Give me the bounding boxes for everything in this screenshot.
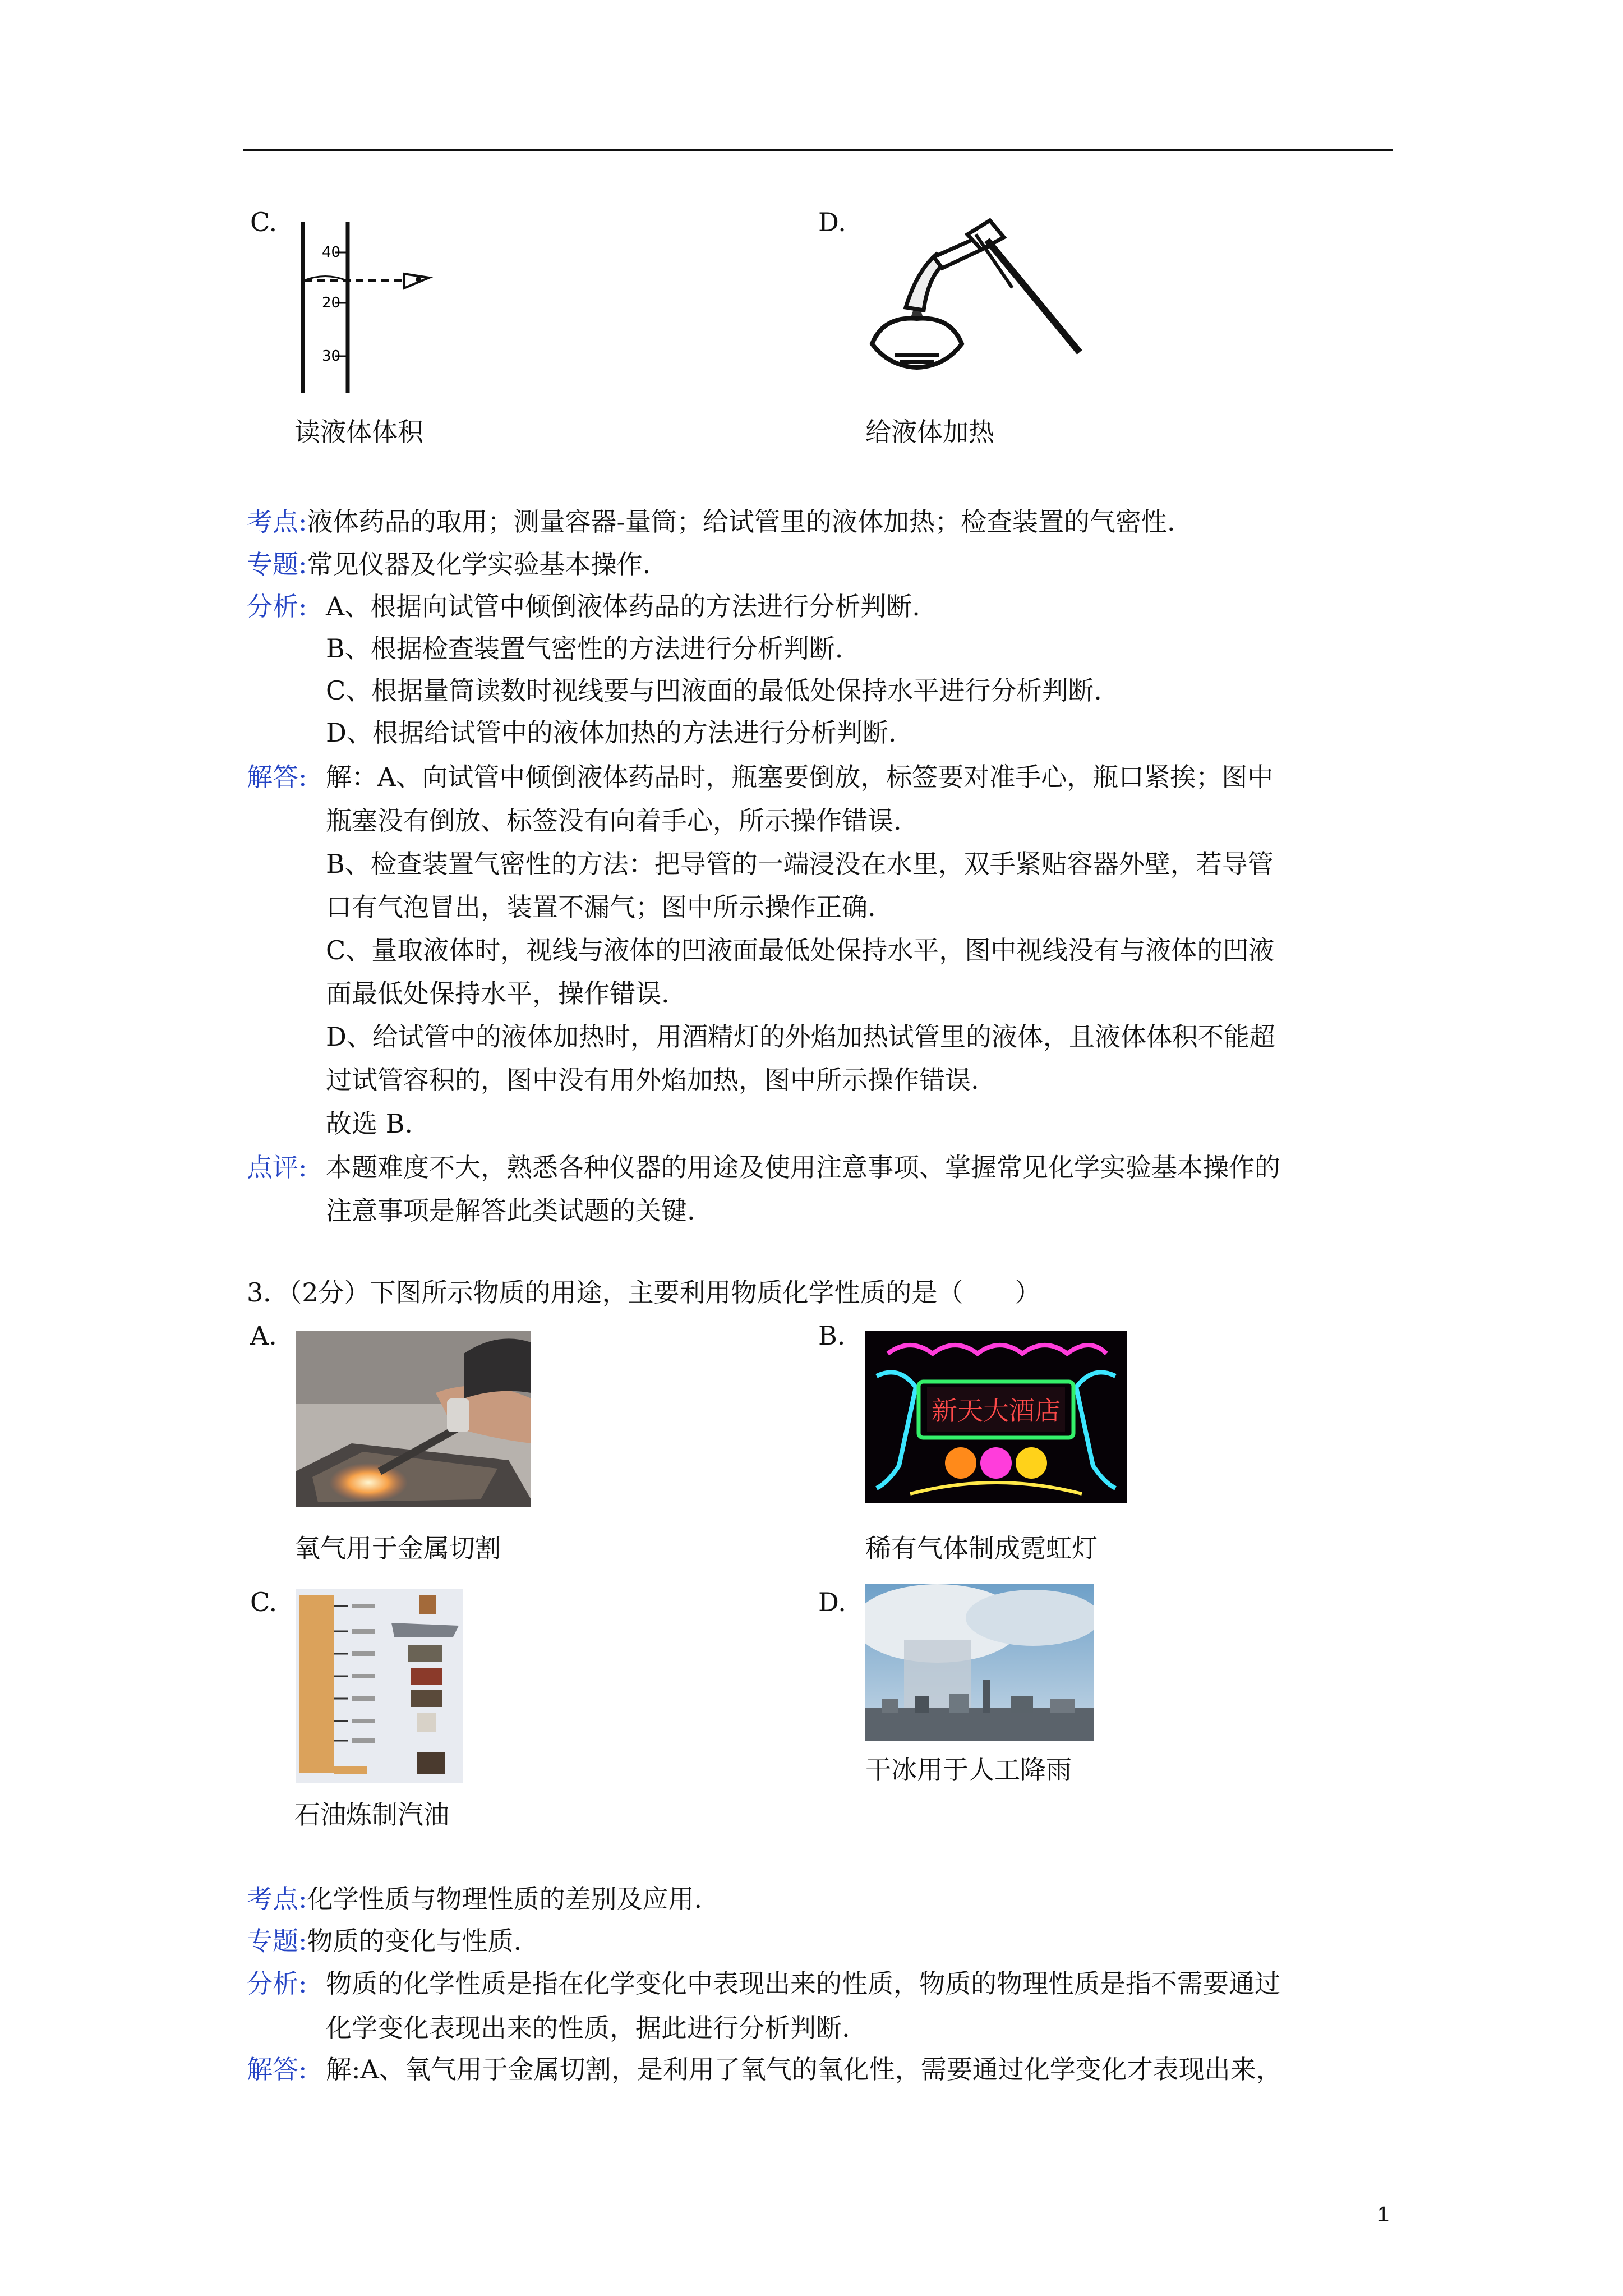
jieda-line: B、检查装置气密性的方法：把导管的一端浸没在水里，双手紧贴容器外壁，若导管: [326, 849, 1274, 879]
q3-option-d-caption: 干冰用于人工降雨: [865, 1755, 1072, 1785]
zhuanti-text: 物质的变化与性质.: [307, 1926, 522, 1956]
q3-option-b-letter: B.: [818, 1320, 846, 1351]
q2-option-c-caption: 读液体体积: [294, 417, 423, 447]
q3-stem: 3．（2分）下图所示物质的用途，主要利用物质化学性质的是（ ）: [247, 1277, 1041, 1308]
zhuanti-label: 专题:: [247, 1926, 307, 1956]
q2-kaodian-row: [247, 509, 1175, 535]
q2-fenxi-label: 分析:: [247, 591, 307, 622]
fenxi-line: C、根据量筒读数时视线要与凹液面的最低处保持水平进行分析判断.: [326, 675, 1102, 706]
graduated-cylinder-figure: [292, 219, 443, 398]
zhuanti-text: 常见仪器及化学实验基本操作.: [307, 549, 651, 579]
q2-dianping-label: 点评:: [247, 1152, 307, 1182]
page-number: 1: [1377, 2203, 1390, 2226]
q3-fenxi-label: 分析:: [247, 1968, 307, 1999]
fenxi-line: A、根据向试管中倾倒液体药品的方法进行分析判断.: [326, 591, 920, 622]
q3-option-c-caption: 石油炼制汽油: [294, 1800, 449, 1830]
fenxi-line: 物质的化学性质是指在化学变化中表现出来的性质，物质的物理性质是指不需要通过: [326, 1968, 1280, 1999]
header-rule: [243, 149, 1393, 151]
kaodian-text: 液体药品的取用；测量容器-量筒；给试管里的液体加热；检查装置的气密性.: [307, 507, 1175, 537]
q2-option-d-letter: D.: [818, 207, 846, 237]
jieda-line: C、量取液体时，视线与液体的凹液面最低处保持水平，图中视线没有与液体的凹液: [326, 935, 1275, 965]
q3-option-d-letter: D.: [818, 1587, 846, 1617]
fenxi-line: B、根据检查装置气密性的方法进行分析判断.: [326, 633, 843, 664]
kaodian-label: 考点:: [247, 1884, 307, 1914]
q2-jieda-label: 解答:: [247, 762, 307, 792]
tick-label: 20: [322, 295, 341, 311]
fenxi-line: D、根据给试管中的液体加热的方法进行分析判断.: [326, 717, 897, 748]
neon-sign-photo: [865, 1331, 1127, 1503]
jieda-line: 面最低处保持水平，操作错误.: [326, 978, 670, 1009]
fenxi-line: 化学变化表现出来的性质，据此进行分析判断.: [326, 2013, 850, 2043]
dianping-line: 注意事项是解答此类试题的关键.: [326, 1195, 695, 1226]
jieda-line: 口有气泡冒出，装置不漏气；图中所示操作正确.: [326, 892, 876, 922]
heating-test-tube-figure: [861, 215, 1096, 383]
jieda-line: 瓶塞没有倒放、标签没有向着手心，所示操作错误.: [326, 806, 902, 836]
zhuanti-label: 专题:: [247, 549, 307, 579]
jieda-line: 解:A、氧气用于金属切割，是利用了氧气的氧化性，需要通过化学变化才表现出来，: [326, 2054, 1282, 2085]
q2-option-d-caption: 给液体加热: [865, 417, 994, 447]
dianping-line: 本题难度不大，熟悉各种仪器的用途及使用注意事项、掌握常见化学实验基本操作的: [326, 1152, 1280, 1182]
metal-cutting-photo: [296, 1331, 531, 1507]
q3-kaodian-row: [247, 1886, 702, 1912]
q3-option-a-caption: 氧气用于金属切割: [294, 1533, 501, 1563]
kaodian-label: 考点:: [247, 507, 307, 537]
q3-option-a-letter: A.: [250, 1320, 277, 1351]
q2-zhuanti-row: [247, 551, 651, 577]
jieda-line: 过试管容积的，图中没有用外焰加热，图中所示操作错误.: [326, 1065, 979, 1095]
q2-option-c-letter: C.: [250, 207, 278, 237]
jieda-line: 故选 B.: [326, 1108, 413, 1139]
oil-refining-diagram: [296, 1589, 463, 1783]
jieda-line: 解：A、向试管中倾倒液体药品时，瓶塞要倒放，标签要对准手心，瓶口紧挨；图中: [326, 762, 1274, 792]
q3-option-c-letter: C.: [250, 1587, 278, 1617]
neon-sign-text: 新天大酒店: [932, 1396, 1061, 1426]
q3-zhuanti-row: [247, 1928, 522, 1954]
rain-city-photo: [865, 1584, 1094, 1741]
tick-label: 30: [322, 348, 341, 365]
jieda-line: D、给试管中的液体加热时，用酒精灯的外焰加热试管里的液体，且液体体积不能超: [326, 1022, 1275, 1052]
q3-jieda-label: 解答:: [247, 2054, 307, 2085]
kaodian-text: 化学性质与物理性质的差别及应用.: [307, 1884, 703, 1914]
tick-label: 40: [322, 244, 341, 261]
q3-option-b-caption: 稀有气体制成霓虹灯: [865, 1533, 1098, 1563]
